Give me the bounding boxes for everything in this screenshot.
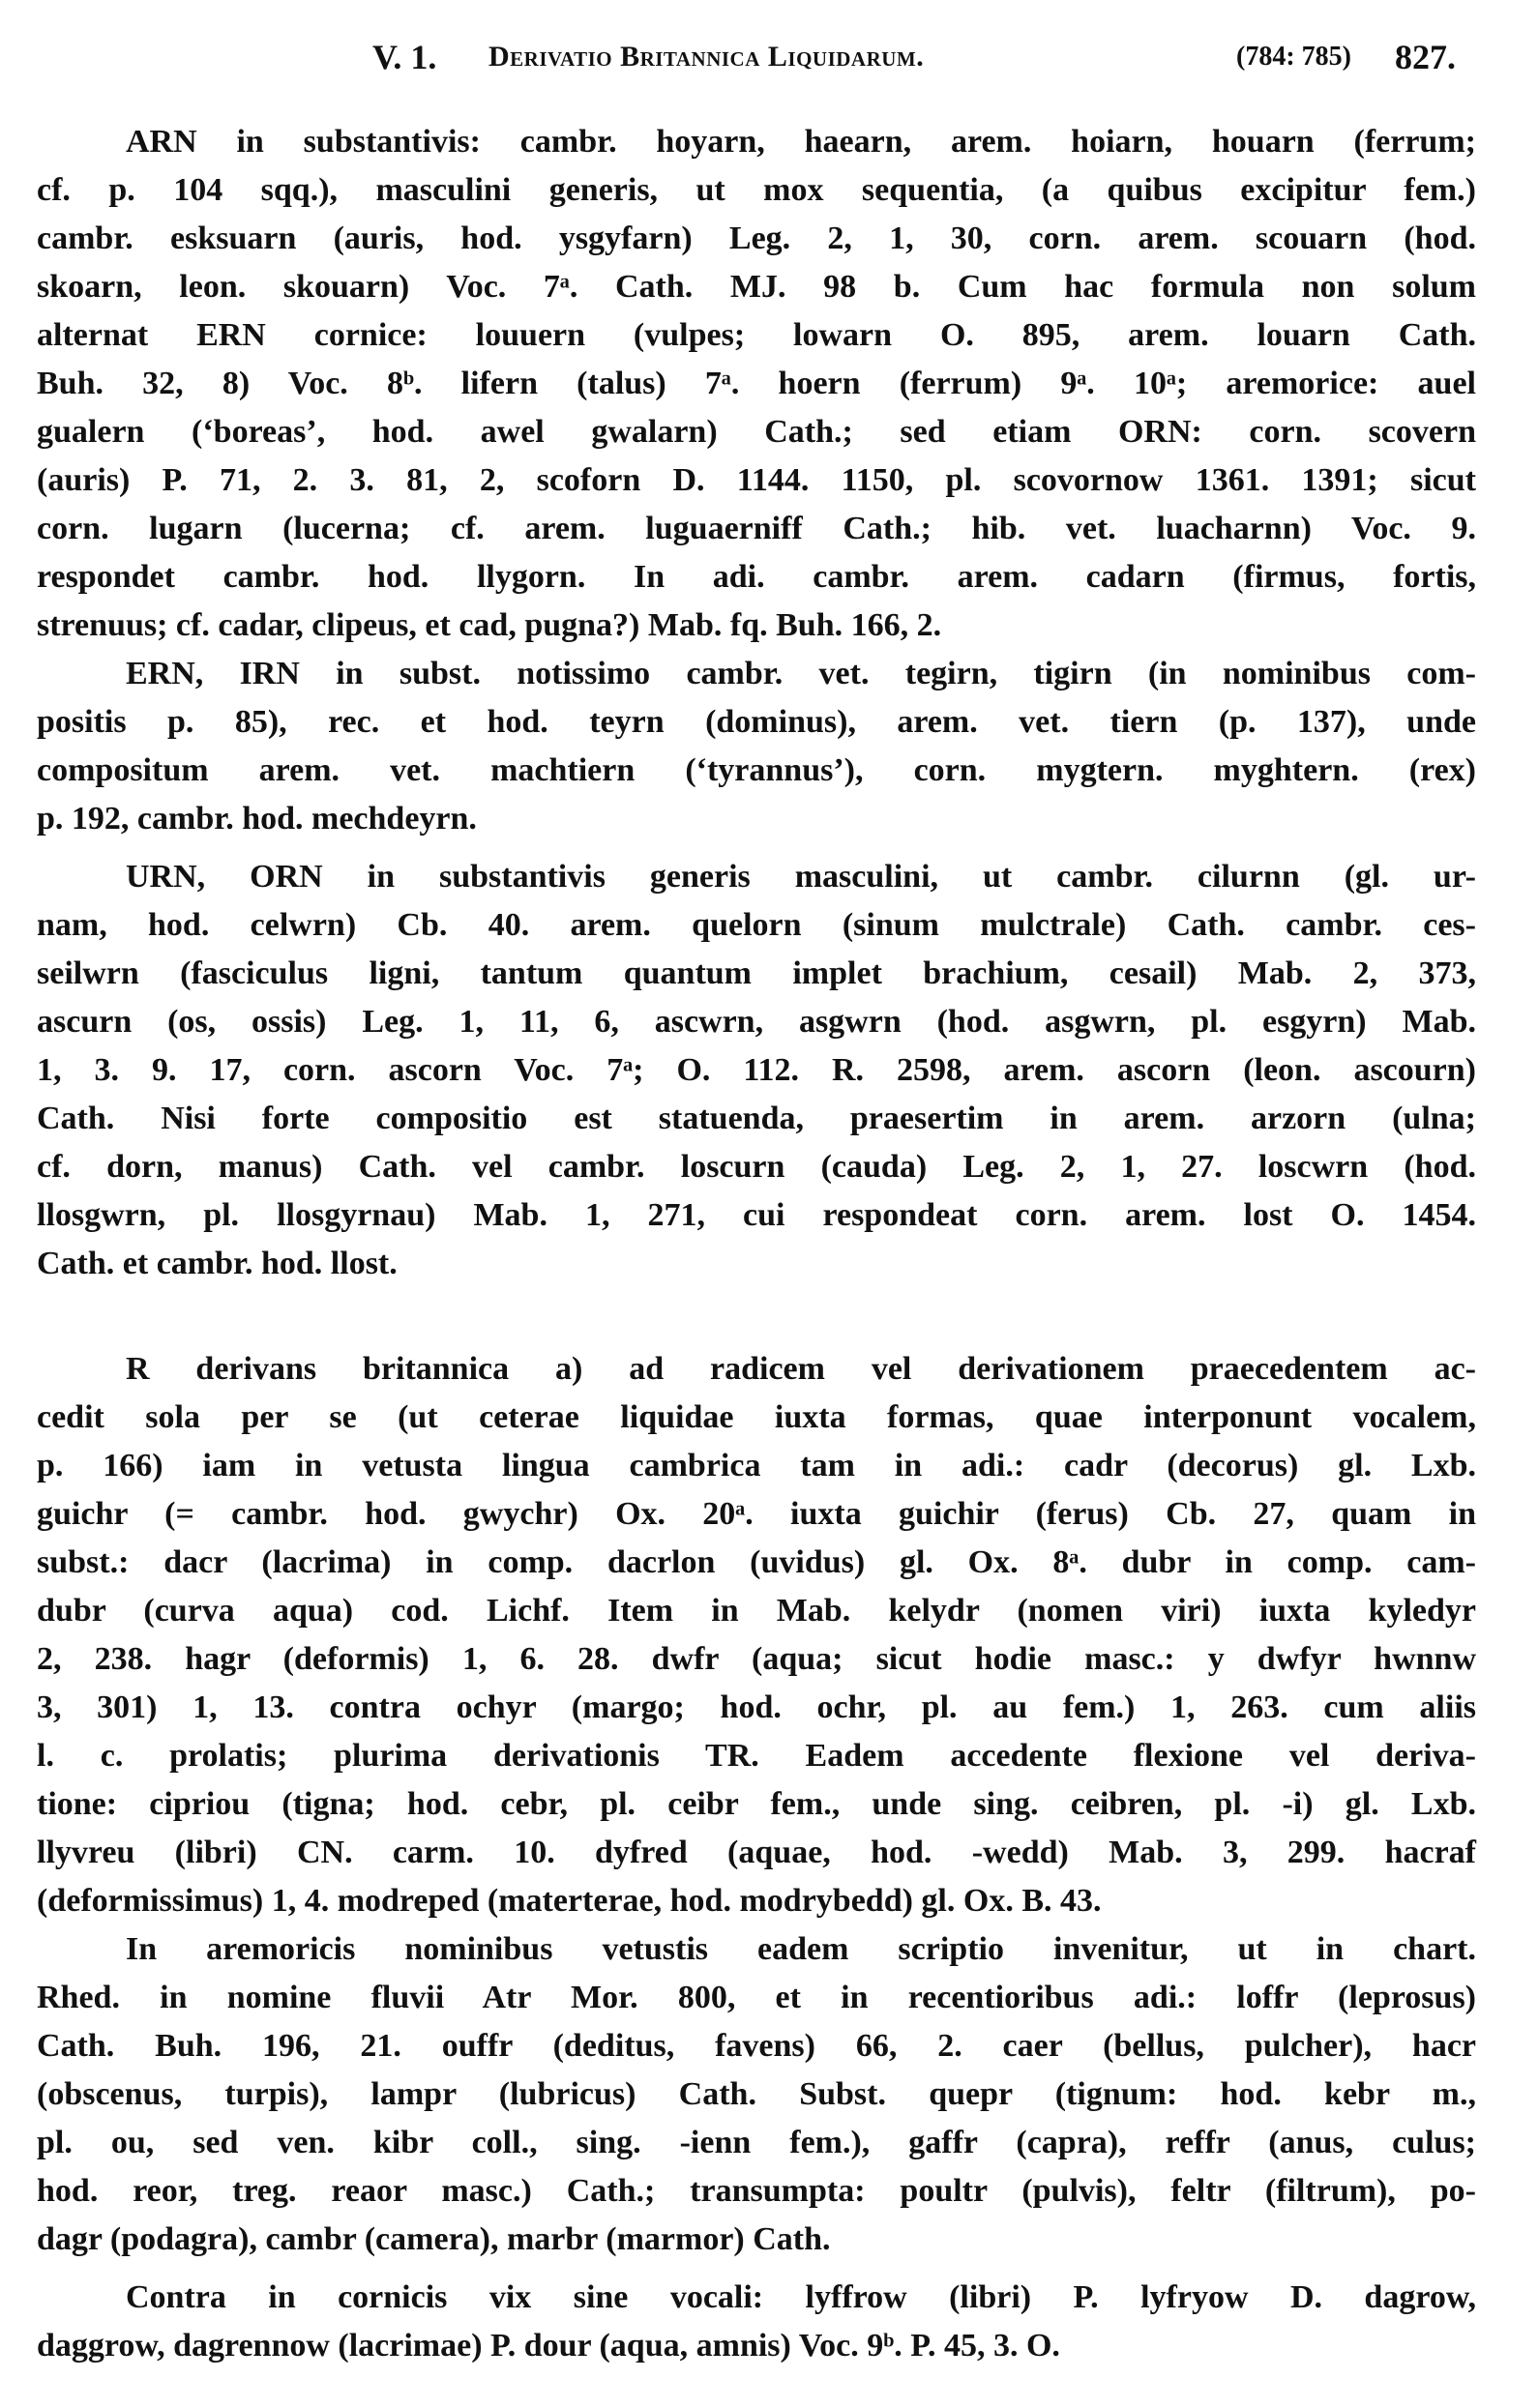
text-line: pl. ou, sed ven. kibr coll., sing. -ienn fem.), gaffr (capra), reffr (anus, culus; — [37, 2125, 1476, 2160]
section-number: V. 1. — [372, 38, 437, 76]
text-line: skoarn, leon. skouarn) Voc. 7ᵃ. Cath. MJ. 98 b. Cum hac formula non solum — [37, 269, 1476, 305]
text-line: seilwrn (fasciculus ligni, tantum quantum implet brachium, cesail) Mab. 2, 373, — [37, 955, 1476, 991]
text-line: p. 166) iam in vetusta lingua cambrica tam in adi.: cadr (decorus) gl. Lxb. — [37, 1448, 1476, 1483]
text-line: In aremoricis nominibus vetustis eadem scriptio invenitur, ut in chart. — [126, 1931, 1476, 1967]
text-line: l. c. prolatis; plurima derivationis TR. Eadem accedente flexione vel deriva- — [37, 1738, 1476, 1774]
text-line: corn. lugarn (lucerna; cf. arem. luguaerniff Cath.; hib. vet. luacharnn) Voc. 9. — [37, 511, 1476, 546]
text-line: alternat ERN cornice: louuern (vulpes; lowarn O. 895, arem. louarn Cath. — [37, 317, 1476, 353]
text-line: nam, hod. celwrn) Cb. 40. arem. quelorn (sinum mulctrale) Cath. cambr. ces- — [37, 907, 1476, 943]
text-line: tione: cipriou (tigna; hod. cebr, pl. ceibr fem., unde sing. ceibren, pl. -i) gl. Lxb. — [37, 1786, 1476, 1822]
text-line: Cath. Nisi forte compositio est statuenda, praesertim in arem. arzorn (ulna; — [37, 1101, 1476, 1136]
text-line: gualern (‘boreas’, hod. awel gwalarn) Cath.; sed etiam ORN: corn. scovern — [37, 414, 1476, 450]
text-line: R derivans britannica a) ad radicem vel derivationem praecedentem ac- — [126, 1351, 1476, 1387]
text-line: Buh. 32, 8) Voc. 8ᵇ. lifern (talus) 7ᵃ. hoern (ferrum) 9ᵃ. 10ᵃ; aremorice: auel — [37, 366, 1476, 401]
paragraph — [37, 1345, 1476, 1925]
text-line: Cath. et cambr. hod. llost. — [37, 1246, 398, 1281]
text-line: cambr. esksuarn (auris, hod. ysgyfarn) Leg. 2, 1, 30, corn. arem. scouarn (hod. — [37, 220, 1476, 256]
text-line: cf. p. 104 sqq.), masculini generis, ut mox sequentia, (a quibus excipitur fem.) — [37, 172, 1476, 208]
section-reference: (784: 785) — [1236, 42, 1351, 72]
text-line: 1, 3. 9. 17, corn. ascorn Voc. 7ᵃ; O. 112. R. 2598, arem. ascorn (leon. ascourn) — [37, 1052, 1476, 1088]
text-line: (deformissimus) 1, 4. modreped (materterae, hod. modrybedd) gl. Ox. B. 43. — [37, 1883, 1102, 1919]
text-line: p. 192, cambr. hod. mechdeyrn. — [37, 801, 477, 837]
text-line: Cath. Buh. 196, 21. ouffr (deditus, favens) 66, 2. caer (bellus, pulcher), hacr — [37, 2028, 1476, 2064]
text-line: subst.: dacr (lacrima) in comp. dacrlon (uvidus) gl. Ox. 8ᵃ. dubr in comp. cam- — [37, 1544, 1476, 1580]
paragraph — [37, 1925, 1476, 2264]
text-line: guichr (= cambr. hod. gwychr) Ox. 20ᵃ. iuxta guichir (ferus) Cb. 27, quam in — [37, 1496, 1476, 1532]
text-line: respondet cambr. hod. llygorn. In adi. cambr. arem. cadarn (firmus, fortis, — [37, 559, 1476, 595]
text-line: 3, 301) 1, 13. contra ochyr (margo; hod. ochr, pl. au fem.) 1, 263. cum aliis — [37, 1689, 1476, 1725]
text-line: llosgwrn, pl. llosgyrnau) Mab. 1, 271, cui respondeat corn. arem. lost O. 1454. — [37, 1197, 1476, 1233]
text-line: Rhed. in nomine fluvii Atr Mor. 800, et in recentioribus adi.: loffr (leprosus) — [37, 1980, 1476, 2015]
paragraph — [37, 118, 1476, 650]
body-text — [37, 118, 1476, 2370]
text-line: dagr (podagra), cambr (camera), marbr (marmor) Cath. — [37, 2221, 831, 2257]
text-line: ascurn (os, ossis) Leg. 1, 11, 6, ascwrn, asgwrn (hod. asgwrn, pl. esgyrn) Mab. — [37, 1004, 1476, 1040]
paragraph — [37, 853, 1476, 1288]
page-number: 827. — [1395, 38, 1456, 76]
paragraph — [37, 650, 1476, 843]
running-title: Derivatio Britannica Liquidarum. — [488, 41, 925, 73]
text-line: URN, ORN in substantivis generis masculini, ut cambr. cilurnn (gl. ur- — [126, 859, 1476, 895]
text-line: (obscenus, turpis), lampr (lubricus) Cath. Subst. quepr (tignum: hod. kebr m., — [37, 2076, 1476, 2112]
text-line: ARN in substantivis: cambr. hoyarn, haearn, arem. hoiarn, houarn (ferrum; — [126, 124, 1476, 160]
text-line: Contra in cornicis vix sine vocali: lyffrow (libri) P. lyfryow D. dagrow, — [126, 2279, 1476, 2315]
text-line: positis p. 85), rec. et hod. teyrn (dominus), arem. vet. tiern (p. 137), unde — [37, 704, 1476, 740]
paragraph — [37, 2274, 1476, 2370]
text-line: 2, 238. hagr (deformis) 1, 6. 28. dwfr (aqua; sicut hodie masc.: y dwfyr hwnnw — [37, 1641, 1476, 1677]
text-line: strenuus; cf. cadar, clipeus, et cad, pugna?) Mab. fq. Buh. 166, 2. — [37, 607, 942, 643]
text-line: (auris) P. 71, 2. 3. 81, 2, scoforn D. 1144. 1150, pl. scovornow 1361. 1391; sicut — [37, 462, 1476, 498]
text-line: hod. reor, treg. reaor masc.) Cath.; transumpta: poultr (pulvis), feltr (filtrum), po- — [37, 2173, 1476, 2209]
text-line: cf. dorn, manus) Cath. vel cambr. loscurn (cauda) Leg. 2, 1, 27. loscwrn (hod. — [37, 1149, 1476, 1185]
text-line: ERN, IRN in subst. notissimo cambr. vet. tegirn, tigirn (in nominibus com- — [126, 656, 1476, 691]
running-header — [0, 33, 1538, 81]
text-line: daggrow, dagrennow (lacrimae) P. dour (aqua, amnis) Voc. 9ᵇ. P. 45, 3. O. — [37, 2328, 1060, 2364]
text-line: dubr (curva aqua) cod. Lichf. Item in Mab. kelydr (nomen viri) iuxta kyledyr — [37, 1593, 1476, 1629]
text-line: llyvreu (libri) CN. carm. 10. dyfred (aquae, hod. -wedd) Mab. 3, 299. hacraf — [37, 1835, 1476, 1870]
text-line: compositum arem. vet. machtiern (‘tyrannus’), corn. mygtern. myghtern. (rex) — [37, 752, 1476, 788]
text-line: cedit sola per se (ut ceterae liquidae iuxta formas, quae interponunt vocalem, — [37, 1399, 1476, 1435]
